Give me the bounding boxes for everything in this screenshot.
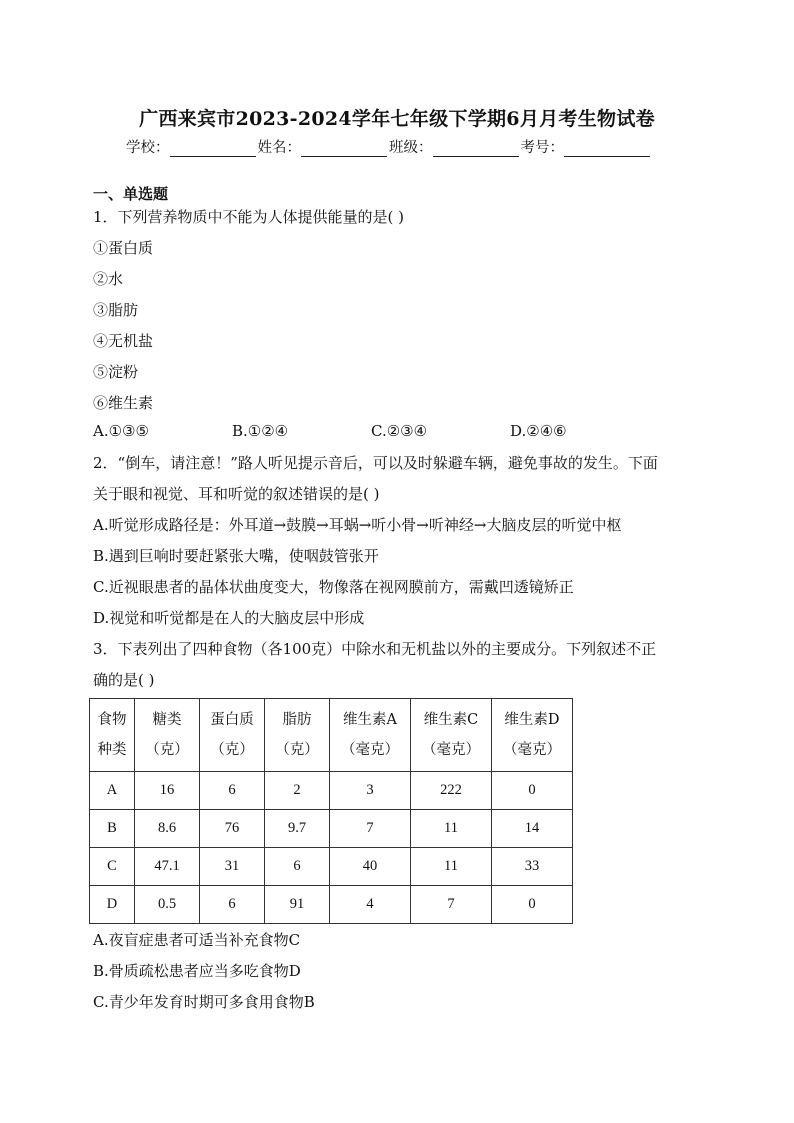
table-cell: 9.7 <box>265 810 330 848</box>
q2-stem-line1: 2．“倒车，请注意！”路人听见提示音后，可以及时躲避车辆，避免事故的发生。下面 <box>93 454 658 472</box>
name-blank <box>301 140 387 157</box>
q3-option-a: A.夜盲症患者可适当补充食物C <box>93 931 301 949</box>
q1-option-d: D.②④⑥ <box>510 422 567 440</box>
q2-option-b: B.遇到巨响时要赶紧张大嘴，使咽鼓管张开 <box>93 547 379 565</box>
table-cell: D <box>90 886 135 924</box>
name-label: 姓名： <box>257 140 301 156</box>
table-row <box>90 810 573 848</box>
table-header-row <box>90 699 573 772</box>
table-cell: 7 <box>330 810 411 848</box>
table-row <box>90 886 573 924</box>
q1-item: ②水 <box>93 270 124 288</box>
q1-item: ⑥维生素 <box>93 394 154 412</box>
section-heading: 一、单选题 <box>93 185 169 203</box>
school-blank <box>170 140 256 157</box>
q1-option-a: A.①③⑤ <box>93 422 149 440</box>
table-cell: 6 <box>200 772 265 810</box>
number-label: 考号： <box>520 140 564 156</box>
table-header-cell: 维生素D （毫克） <box>492 699 573 772</box>
table-cell: 31 <box>200 848 265 886</box>
exam-title: 广西来宾市2023-2024学年七年级下学期6月月考生物试卷 <box>139 108 655 130</box>
number-blank <box>564 140 650 157</box>
q2-option-d: D.视觉和听觉都是在人的大脑皮层中形成 <box>93 609 365 627</box>
table-cell: 14 <box>492 810 573 848</box>
q1-option-b: B.①②④ <box>232 422 289 440</box>
table-header-cell: 食物 种类 <box>90 699 135 772</box>
table-cell: 0.5 <box>135 886 200 924</box>
table-cell: 4 <box>330 886 411 924</box>
table-cell: 47.1 <box>135 848 200 886</box>
q3-stem-line1: 3．下表列出了四种食物（各100克）中除水和无机盐以外的主要成分。下列叙述不正 <box>93 640 657 658</box>
q1-item: ①蛋白质 <box>93 239 154 257</box>
table-cell: 33 <box>492 848 573 886</box>
school-label: 学校： <box>126 140 170 156</box>
class-blank <box>433 140 519 157</box>
table-cell: 11 <box>411 810 492 848</box>
food-nutrition-table <box>89 698 573 924</box>
table-cell: C <box>90 848 135 886</box>
table-cell: 11 <box>411 848 492 886</box>
q3-option-b: B.骨质疏松患者应当多吃食物D <box>93 962 301 980</box>
table-header-cell: 糖类 （克） <box>135 699 200 772</box>
q1-item: ③脂肪 <box>93 301 139 319</box>
q1-options <box>93 422 693 442</box>
table-cell: 6 <box>265 848 330 886</box>
table-cell: 0 <box>492 772 573 810</box>
table-cell: 91 <box>265 886 330 924</box>
table-header-cell: 维生素A （毫克） <box>330 699 411 772</box>
q3-stem-line2: 确的是( ) <box>93 671 155 689</box>
student-info-row <box>126 136 652 157</box>
table-cell: 76 <box>200 810 265 848</box>
table-header-cell: 脂肪 （克） <box>265 699 330 772</box>
table-cell: 3 <box>330 772 411 810</box>
q2-option-c: C.近视眼患者的晶体状曲度变大，物像落在视网膜前方，需戴凹透镜矫正 <box>93 578 574 596</box>
table-header-cell: 蛋白质 （克） <box>200 699 265 772</box>
table-row <box>90 848 573 886</box>
q2-stem-line2: 关于眼和视觉、耳和听觉的叙述错误的是( ) <box>93 485 380 503</box>
table-cell: 40 <box>330 848 411 886</box>
table-cell: B <box>90 810 135 848</box>
table-cell: 2 <box>265 772 330 810</box>
table-cell: A <box>90 772 135 810</box>
q1-item: ④无机盐 <box>93 332 154 350</box>
class-label: 班级： <box>389 140 433 156</box>
table-cell: 6 <box>200 886 265 924</box>
q3-option-c: C.青少年发育时期可多食用食物B <box>93 993 315 1011</box>
table-header-cell: 维生素C （毫克） <box>411 699 492 772</box>
q1-option-c: C.②③④ <box>371 422 428 440</box>
table-cell: 0 <box>492 886 573 924</box>
table-cell: 222 <box>411 772 492 810</box>
q1-stem: 1．下列营养物质中不能为人体提供能量的是( ) <box>93 208 405 226</box>
table-cell: 8.6 <box>135 810 200 848</box>
q2-option-a: A.听觉形成路径是：外耳道→鼓膜→耳蜗→听小骨→听神经→大脑皮层的听觉中枢 <box>93 516 622 534</box>
table-cell: 16 <box>135 772 200 810</box>
table-row <box>90 772 573 810</box>
q1-item: ⑤淀粉 <box>93 363 139 381</box>
table-cell: 7 <box>411 886 492 924</box>
